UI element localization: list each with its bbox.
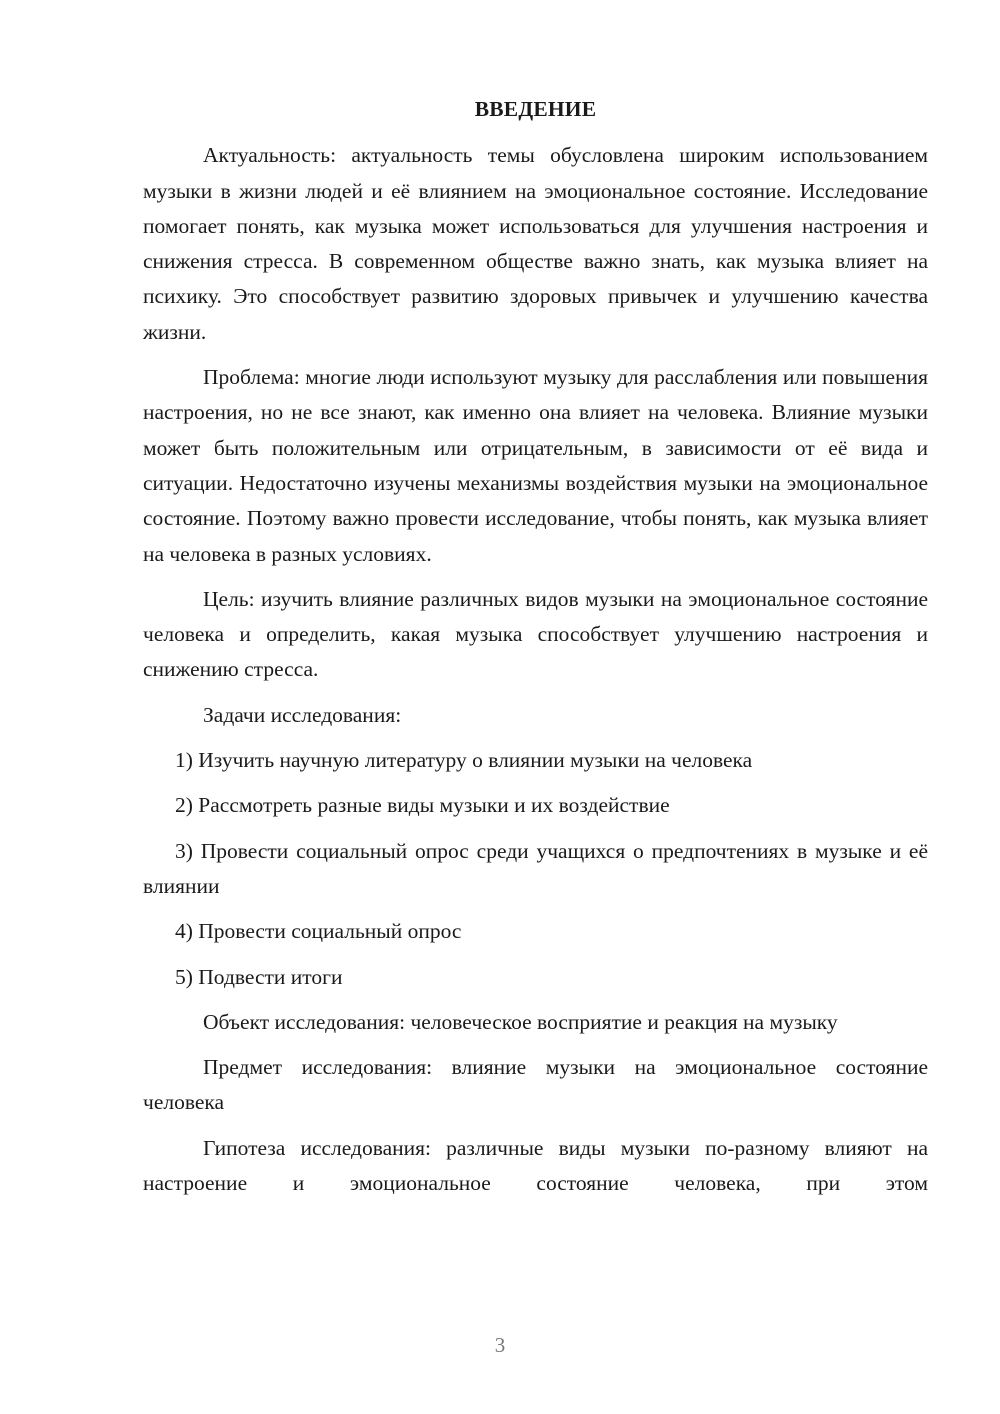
page-number: 3 <box>494 1333 506 1357</box>
relevance-paragraph: Актуальность: актуальность темы обусловлена широким использованием музыки в жизни людей и её влиянием на эмоциональное состояние. Исследование помогает понять, как музыка может использоваться для улучшения настроения и снижения стресса. В современном обществе важно знать, как музыка влияет на психику. Это способствует развитию здоровых привычек и улучшению качества жизни. <box>143 143 928 344</box>
task-item: 2) Рассмотреть разные виды музыки и их воздействие <box>175 793 670 818</box>
document-page <box>143 92 928 1201</box>
goal-paragraph: Цель: изучить влияние различных видов музыки на эмоциональное состояние человека и определить, какая музыка способствует улучшению настроения и снижению стресса. <box>143 586 928 682</box>
section-heading: ВВЕДЕНИЕ <box>474 97 597 121</box>
task-item: 1) Изучить научную литературу о влиянии музыки на человека <box>175 748 753 773</box>
object-paragraph: Объект исследования: человеческое восприятие и реакция на музыку <box>203 1009 838 1034</box>
problem-paragraph: Проблема: многие люди используют музыку для расслабления или повышения настроения, но не все знают, как именно она влияет на человека. Влияние музыки может быть положительным или отрицательным, в зависимости от её вида и ситуации. Недостаточно изучены механизмы воздействия музыки на эмоциональное состояние. Поэтому важно провести исследование, чтобы понять, как музыка влияет на человека в разных условиях. <box>143 365 928 566</box>
task-item: 4) Провести социальный опрос <box>175 919 462 944</box>
hypothesis-paragraph: Гипотеза исследования: различные виды музыки по-разному влияют на настроение и эмоциональное состояние человека, при этом <box>143 1135 928 1196</box>
task-item: 3) Провести социальный опрос среди учащихся о предпочтениях в музыке и её влиянии <box>143 838 928 898</box>
subject-paragraph: Предмет исследования: влияние музыки на эмоциональное состояние человека <box>143 1055 928 1115</box>
task-item: 5) Подвести итоги <box>175 964 343 989</box>
tasks-title: Задачи исследования: <box>203 702 402 727</box>
